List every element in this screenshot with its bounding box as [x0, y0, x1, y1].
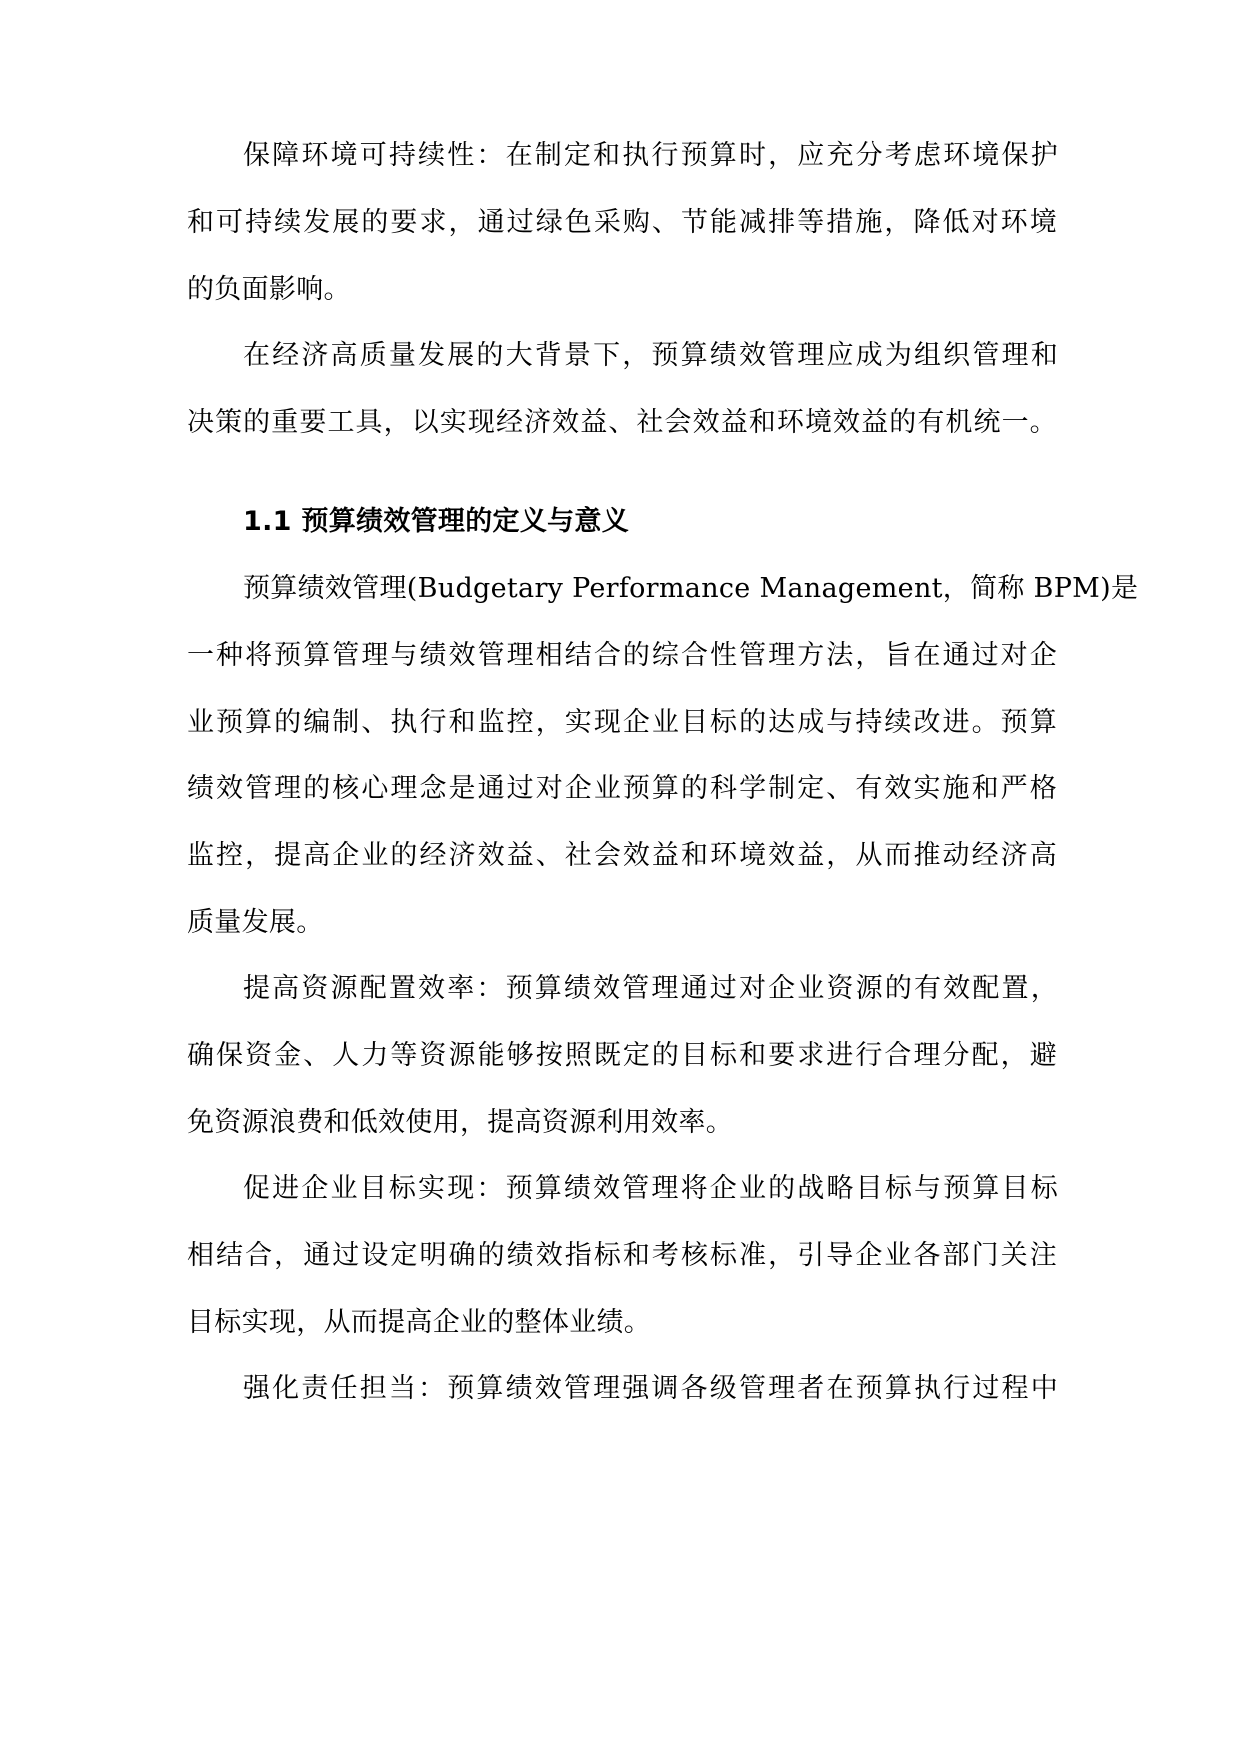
paragraph-line: 确保资金、人力等资源能够按照既定的目标和要求进行合理分配，避: [187, 1040, 1057, 1071]
paragraph-line: 的负面影响。: [187, 274, 351, 305]
paragraph-line: 质量发展。: [187, 907, 324, 938]
paragraph-line: 预算绩效管理(Budgetary Performance Management，简称 BPM)是: [243, 573, 1139, 604]
section-heading: 1.1 预算绩效管理的定义与意义: [243, 506, 630, 537]
paragraph-line: 免资源浪费和低效使用，提高资源利用效率。: [187, 1107, 733, 1138]
paragraph-line: 监控，提高企业的经济效益、社会效益和环境效益，从而推动经济高: [187, 840, 1057, 871]
paragraph-line: 绩效管理的核心理念是通过对企业预算的科学制定、有效实施和严格: [187, 773, 1057, 804]
paragraph-line: 促进企业目标实现：预算绩效管理将企业的战略目标与预算目标: [243, 1173, 1058, 1204]
paragraph-line: 一种将预算管理与绩效管理相结合的综合性管理方法，旨在通过对企: [187, 640, 1057, 671]
paragraph-line: 和可持续发展的要求，通过绿色采购、节能减排等措施，降低对环境: [187, 207, 1057, 238]
paragraph-line: 目标实现，从而提高企业的整体业绩。: [187, 1307, 652, 1338]
paragraph-line: 业预算的编制、执行和监控，实现企业目标的达成与持续改进。预算: [187, 707, 1057, 738]
paragraph-line: 保障环境可持续性：在制定和执行预算时，应充分考虑环境保护: [243, 140, 1058, 171]
paragraph-line: 在经济高质量发展的大背景下，预算绩效管理应成为组织管理和: [243, 340, 1058, 371]
paragraph-line: 决策的重要工具，以实现经济效益、社会效益和环境效益的有机统一。: [187, 407, 1057, 438]
paragraph-line: 提高资源配置效率：预算绩效管理通过对企业资源的有效配置，: [243, 973, 1058, 1004]
paragraph-line: 相结合，通过设定明确的绩效指标和考核标准，引导企业各部门关注: [187, 1240, 1057, 1271]
paragraph-line: 强化责任担当：预算绩效管理强调各级管理者在预算执行过程中: [243, 1373, 1058, 1404]
